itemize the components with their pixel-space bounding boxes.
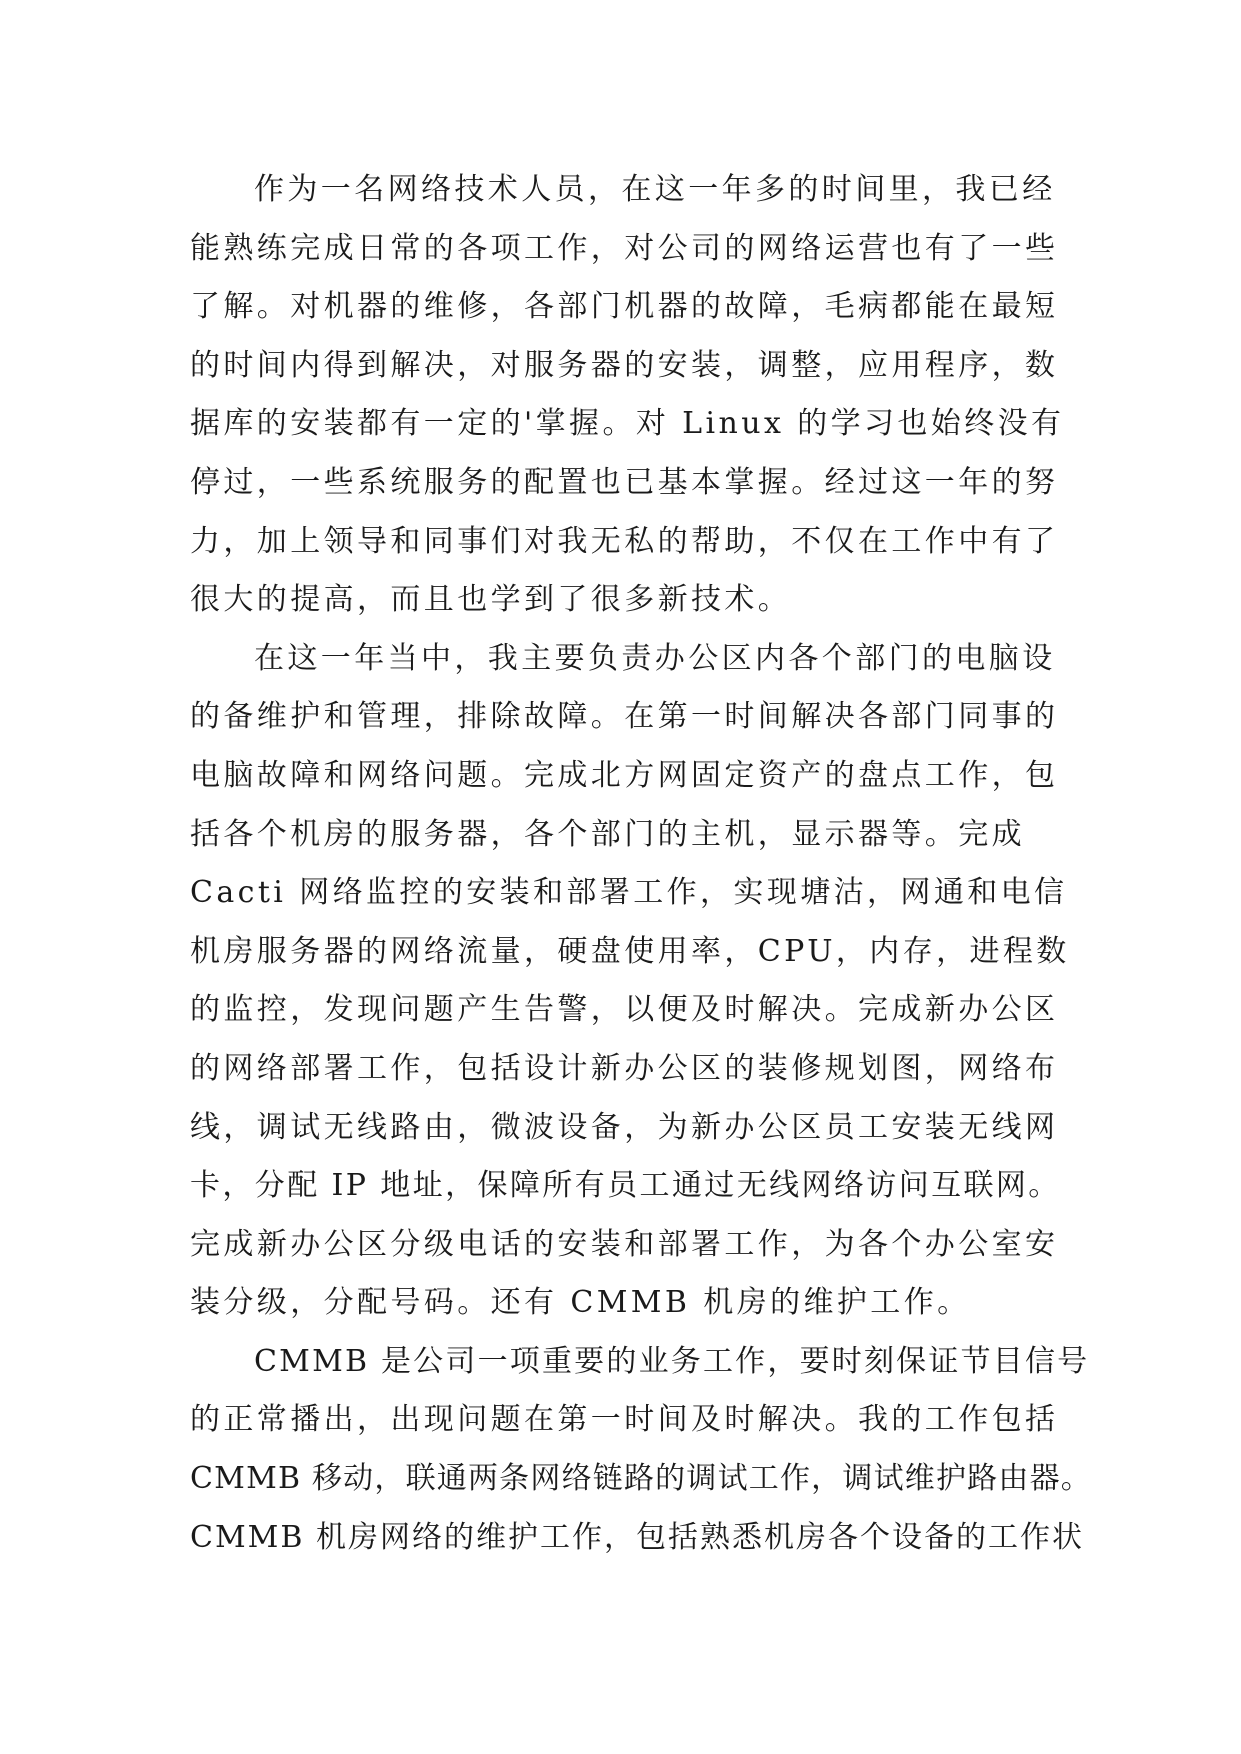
text-line: 线，调试无线路由，微波设备，为新办公区员工安装无线网 [190,1109,1059,1145]
text-line: 停过，一些系统服务的配置也已基本掌握。经过这一年的努 [190,464,1059,500]
text-line: 完成新办公区分级电话的安装和部署工作，为各个办公室安 [190,1226,1059,1262]
text-line: 据库的安装都有一定的'掌握。对 Linux 的学习也始终没有 [190,406,1065,442]
text-line: 力，加上领导和同事们对我无私的帮助，不仅在工作中有了 [190,523,1059,559]
text-line: 的时间内得到解决，对服务器的安装，调整，应用程序，数 [190,347,1059,383]
text-line: Cacti 网络监控的安装和部署工作，实现塘沽，网通和电信 [190,875,1068,911]
text-line: 在这一年当中，我主要负责办公区内各个部门的电脑设 [254,640,1056,676]
text-line: 卡，分配 IP 地址，保障所有员工通过无线网络访问互联网。 [190,1168,1061,1204]
text-line: 的正常播出，出现问题在第一时间及时解决。我的工作包括 [190,1402,1059,1438]
text-line: 括各个机房的服务器，各个部门的主机，显示器等。完成 [190,816,1025,852]
text-line: 装分级，分配号码。还有 CMMB 机房的维护工作。 [190,1285,971,1321]
paragraph-1 [190,161,1070,630]
text-line: CMMB 移动，联通两条网络链路的调试工作，调试维护路由器。 [190,1461,1092,1497]
text-line: 的网络部署工作，包括设计新办公区的装修规划图，网络布 [190,1050,1059,1086]
text-line: CMMB 机房网络的维护工作，包括熟悉机房各个设备的工作状 [190,1519,1084,1555]
text-line: 电脑故障和网络问题。完成北方网固定资产的盘点工作，包 [190,757,1059,793]
text-line: 很大的提高，而且也学到了很多新技术。 [190,582,792,618]
paragraph-3 [190,1333,1092,1567]
paragraph-2 [190,630,1070,1333]
text-line: 能熟练完成日常的各项工作，对公司的网络运营也有了一些 [190,230,1059,266]
text-line: 的监控，发现问题产生告警，以便及时解决。完成新办公区 [190,992,1059,1028]
text-line: 作为一名网络技术人员，在这一年多的时间里，我已经 [254,172,1056,207]
body-text [190,161,1092,1567]
text-line: 了解。对机器的维修，各部门机器的故障，毛病都能在最短 [190,289,1059,325]
text-line: 机房服务器的网络流量，硬盘使用率，CPU，内存，进程数 [190,933,1070,969]
text-line: CMMB 是公司一项重要的业务工作，要时刻保证节目信号 [254,1343,1090,1379]
text-line: 的备维护和管理，排除故障。在第一时间解决各部门同事的 [190,699,1059,735]
